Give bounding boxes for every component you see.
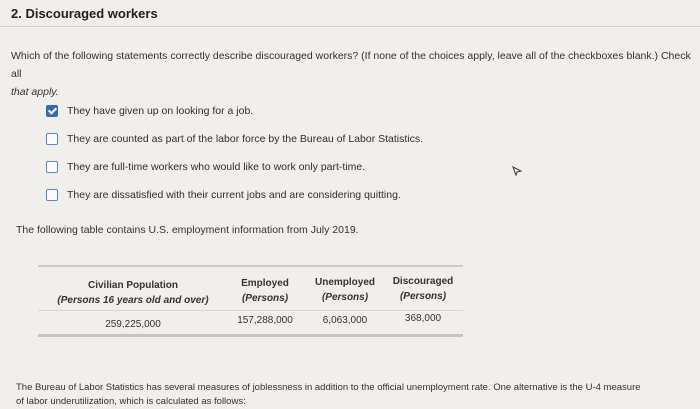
body-paragraph	[16, 381, 700, 409]
question-text-cont: that apply.	[11, 86, 59, 98]
table-top-rule	[38, 265, 463, 267]
cell-civilian-population: 259,225,000	[105, 319, 161, 330]
choice-label: They are full-time workers who would like to work only part-time.	[67, 161, 366, 173]
cell-discouraged: 368,000	[404, 313, 442, 324]
section-title: 2. Discouraged workers	[11, 6, 158, 21]
checkbox-checked[interactable]	[46, 105, 58, 117]
checkbox[interactable]	[46, 133, 58, 145]
header-civilian-population: Civilian Population (Persons 16 years old and over)	[57, 280, 209, 306]
cursor-icon	[512, 166, 522, 176]
cell-employed: 157,288,000	[237, 315, 293, 326]
checkbox[interactable]	[46, 161, 58, 173]
header-unemployed: Unemployed (Persons)	[314, 277, 375, 303]
question-prompt	[11, 47, 699, 101]
choice-label: They are counted as part of the labor force by the Bureau of Labor Statistics.	[67, 133, 424, 145]
choice-item[interactable]	[46, 97, 423, 125]
header-employed: Employed (Persons)	[241, 278, 289, 304]
checkbox[interactable]	[46, 189, 58, 201]
choice-list	[46, 97, 423, 209]
question-text: Which of the following statements correctly describe discouraged workers? (If none of the choices apply, leave all of the checkboxes blank.) Check all	[11, 50, 691, 80]
choice-item[interactable]	[46, 181, 423, 209]
choice-label: They have given up on looking for a job.	[67, 105, 254, 117]
table-intro: The following table contains U.S. employment information from July 2019.	[16, 224, 359, 236]
title-divider	[0, 26, 700, 27]
paragraph-line-2: of labor underutilization, which is calculated as follows:	[16, 396, 246, 407]
cell-unemployed: 6,063,000	[322, 315, 368, 326]
choice-label: They are dissatisfied with their current jobs and are considering quitting.	[67, 189, 401, 201]
table-header-rule	[38, 310, 463, 311]
header-discouraged: Discouraged (Persons)	[392, 276, 454, 302]
choice-item[interactable]	[46, 153, 423, 181]
paragraph-line-1: The Bureau of Labor Statistics has several measures of joblessness in addition to the official unemployment rate. One alternative is the U-4 measure	[16, 382, 641, 393]
table-bottom-rule	[38, 334, 463, 337]
choice-item[interactable]	[46, 125, 423, 153]
